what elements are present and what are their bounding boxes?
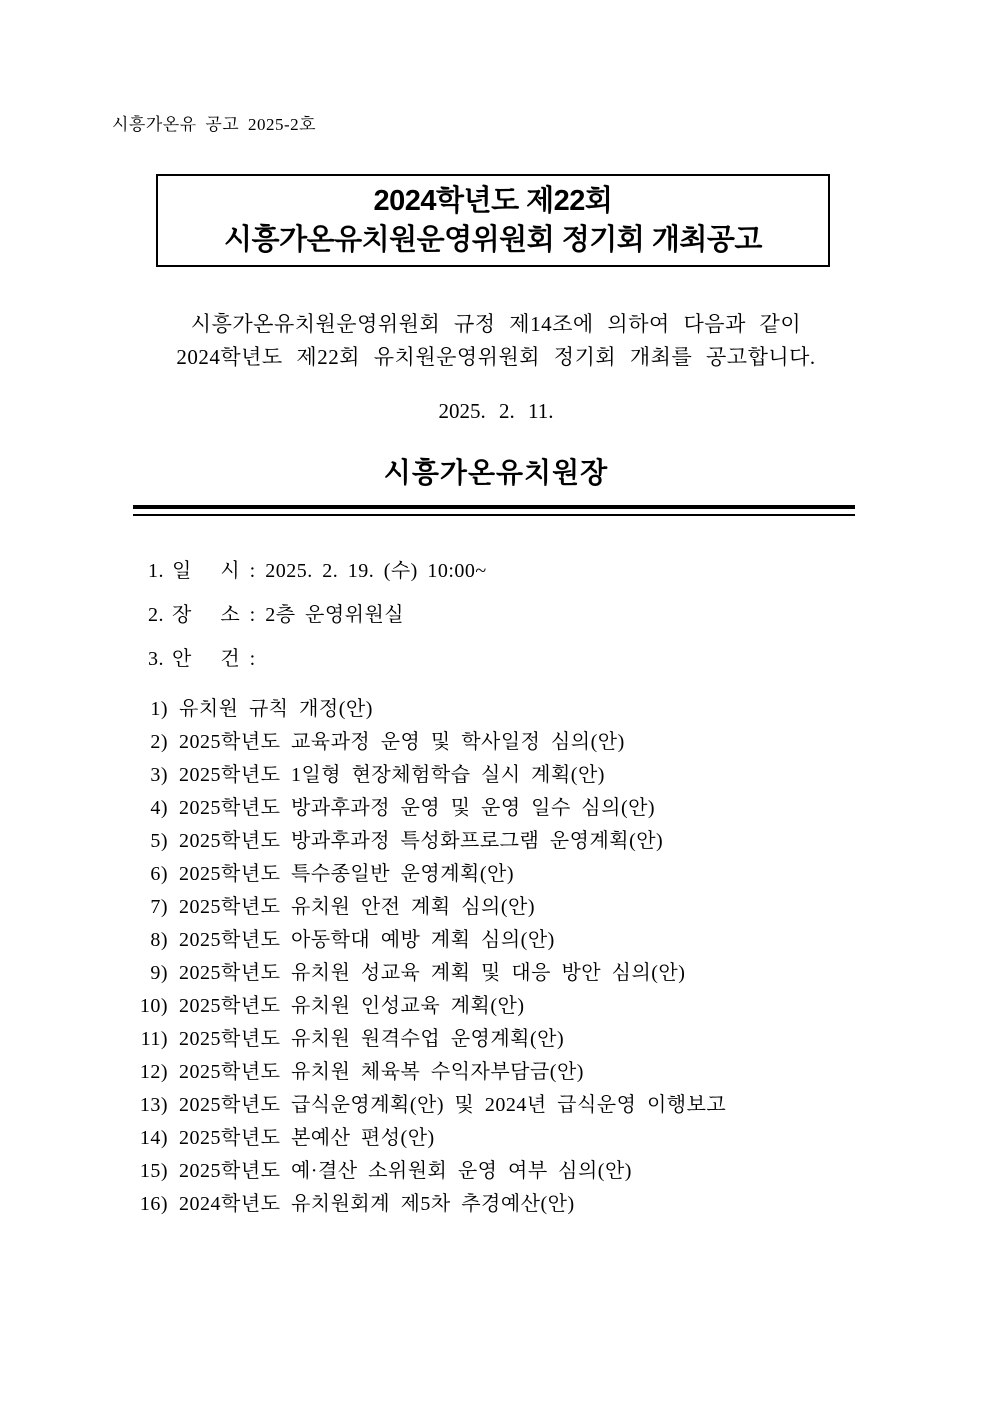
agenda-item-text: 2024학년도 유치원회계 제5차 추경예산(안) <box>179 1193 575 1215</box>
double-rule-divider <box>133 505 855 516</box>
doc-number: 시흥가온유 공고 2025-2호 <box>112 115 317 134</box>
agenda-item-number: 3) <box>150 764 168 786</box>
agenda-item-text: 2025학년도 유치원 인성교육 계획(안) <box>179 995 525 1017</box>
agenda-item-number: 6) <box>150 863 168 885</box>
meeting-info-number: 3. <box>148 648 164 670</box>
agenda-item <box>136 1056 726 1089</box>
meeting-info-text: 일 시 : 2025. 2. 19. (수) 10:00~ <box>172 560 487 582</box>
meeting-info-number: 2. <box>148 604 164 626</box>
agenda-item <box>136 792 726 825</box>
agenda-item-text: 2025학년도 유치원 성교육 계획 및 대응 방안 심의(안) <box>179 962 686 984</box>
agenda-item <box>136 693 726 726</box>
agenda-item-number: 12) <box>139 1061 168 1083</box>
meeting-info-item <box>148 560 487 582</box>
agenda-item <box>136 1155 726 1188</box>
agenda-item-number: 8) <box>150 929 168 951</box>
agenda-item-text: 2025학년도 본예산 편성(안) <box>179 1127 435 1149</box>
agenda-item <box>136 957 726 990</box>
meeting-info-list <box>148 560 487 692</box>
intro-paragraph <box>0 308 992 374</box>
agenda-list <box>136 693 726 1221</box>
agenda-item-number: 7) <box>150 896 168 918</box>
agenda-item-text: 2025학년도 유치원 원격수업 운영계획(안) <box>179 1028 565 1050</box>
agenda-item-text: 2025학년도 교육과정 운영 및 학사일정 심의(안) <box>179 731 625 753</box>
agenda-item <box>136 825 726 858</box>
agenda-item-number: 4) <box>150 797 168 819</box>
intro-line-2: 2024학년도 제22회 유치원운영위원회 정기회 개최를 공고합니다. <box>176 345 816 369</box>
intro-line-1: 시흥가온유치원운영위원회 규정 제14조에 의하여 다음과 같이 <box>190 312 802 336</box>
signature-principal: 시흥가온유치원장 <box>383 458 609 489</box>
title-line-1: 2024학년도 제22회 <box>373 184 613 217</box>
title-box <box>156 174 830 267</box>
agenda-item-number: 13) <box>139 1094 168 1116</box>
agenda-item-number: 1) <box>150 698 168 720</box>
agenda-item-number: 10) <box>139 995 168 1017</box>
agenda-item <box>136 726 726 759</box>
announcement-date: 2025. 2. 11. <box>438 399 554 423</box>
agenda-item-text: 2025학년도 1일형 현장체험학습 실시 계획(안) <box>179 764 605 786</box>
agenda-item <box>136 924 726 957</box>
agenda-item <box>136 1188 726 1221</box>
meeting-info-text: 안 건 : <box>172 648 256 670</box>
agenda-item-text: 2025학년도 유치원 체육복 수익자부담금(안) <box>179 1061 584 1083</box>
agenda-item <box>136 990 726 1023</box>
meeting-info-item <box>148 604 487 626</box>
meeting-info-text: 장 소 : 2층 운영위원실 <box>172 604 405 626</box>
agenda-item-text: 2025학년도 유치원 안전 계획 심의(안) <box>179 896 535 918</box>
agenda-item <box>136 1023 726 1056</box>
agenda-item-number: 15) <box>139 1160 168 1182</box>
agenda-item-text: 유치원 규칙 개정(안) <box>179 698 373 720</box>
agenda-item-number: 16) <box>139 1193 168 1215</box>
meeting-info-item <box>148 648 487 670</box>
agenda-item-text: 2025학년도 방과후과정 운영 및 운영 일수 심의(안) <box>179 797 656 819</box>
agenda-item-text: 2025학년도 급식운영계획(안) 및 2024년 급식운영 이행보고 <box>179 1094 727 1116</box>
agenda-item-text: 2025학년도 방과후과정 특성화프로그램 운영계획(안) <box>179 830 664 852</box>
agenda-item-number: 2) <box>150 731 168 753</box>
agenda-item-text: 2025학년도 특수종일반 운영계획(안) <box>179 863 514 885</box>
agenda-item-number: 9) <box>150 962 168 984</box>
agenda-item <box>136 1089 726 1122</box>
meeting-info-number: 1. <box>148 560 164 582</box>
agenda-item <box>136 759 726 792</box>
agenda-item-text: 2025학년도 아동학대 예방 계획 심의(안) <box>179 929 555 951</box>
agenda-item <box>136 858 726 891</box>
title-line-2: 시흥가온유치원운영위원회 정기회 개최공고 <box>224 223 762 256</box>
agenda-item <box>136 891 726 924</box>
agenda-item <box>136 1122 726 1155</box>
agenda-item-text: 2025학년도 예·결산 소위원회 운영 여부 심의(안) <box>179 1160 632 1182</box>
agenda-item-number: 14) <box>139 1127 168 1149</box>
agenda-item-number: 5) <box>150 830 168 852</box>
agenda-item-number: 11) <box>140 1028 168 1050</box>
